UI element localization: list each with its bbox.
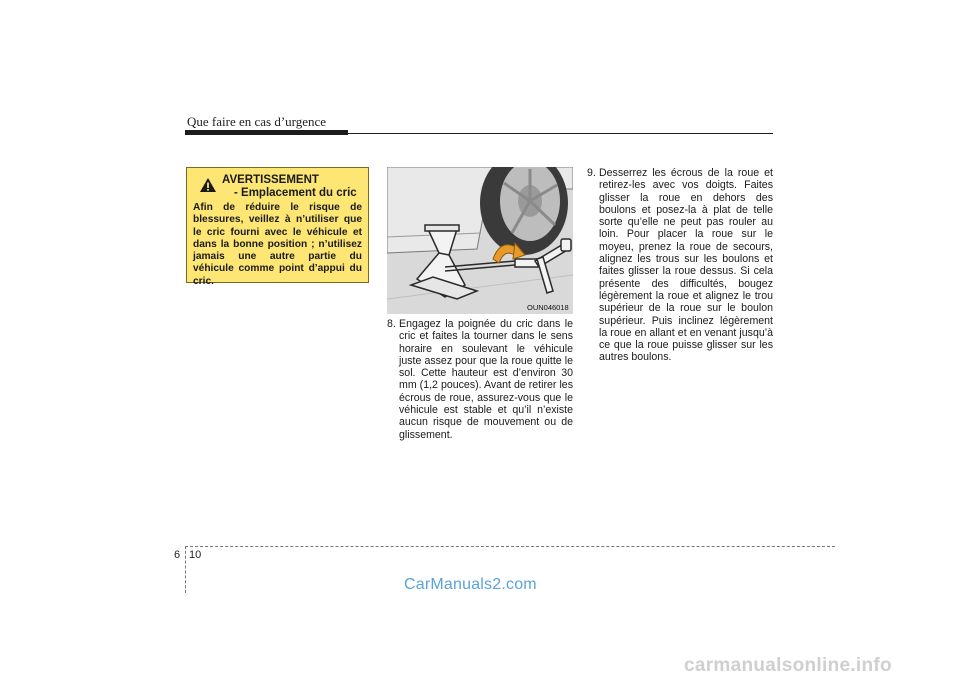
step-8-number: 8. xyxy=(387,318,396,330)
page-chapter-number: 6 xyxy=(174,549,181,561)
warning-body: Afin de réduire le risque de blessures, veillez à n’utiliser que le cric fourni avec le véhicule et dans la bonne position ; n’utilisez jamais une autre partie du véhicule comme point d’appui du cric. xyxy=(193,202,362,287)
warning-box xyxy=(186,167,369,287)
step-9-text: Desserrez les écrous de la roue et retirez-les avec vos doigts. Faites glisser la roue en dehors des boulons et posez-la à plat de telle sorte qu’elle ne peut pas rouler au loin. Pour placer la roue sur le moyeu, prenez la roue de secours, alignez les trous sur les boulons et faites glisser la roue dessus. Si cela présente des difficultés, bougez légèrement la roue et alignez le trou supérieur de la roue sur le boulon supérieur. Puis inclinez légèrement la roue en allant et en venant jusqu’à ce que la roue puisse glisser sur les autres boulons. xyxy=(599,167,773,364)
warning-subtitle: - Emplacement du cric xyxy=(234,187,357,199)
section-title: Que faire en cas d’urgence xyxy=(187,114,327,129)
header-rule-thin xyxy=(348,133,773,134)
footer-rule xyxy=(185,546,835,547)
figure-code: OUN046018 xyxy=(527,303,569,312)
watermark-site: carmanualsonline.info xyxy=(684,655,892,676)
step-8-text: Engagez la poignée du cric dans le cric et faites la tourner dans le sens horaire en soulevant le véhicule juste assez pour que la roue quitte le sol. Cette hauteur est d’environ 30 mm (1,2 pouces). Avant de retirer les écrous de roue, assurez-vous que le véhicule est stable et qu’il n’existe aucun risque de mouvement ou de glissement. xyxy=(399,318,573,441)
warning-header xyxy=(193,174,362,200)
jack-illustration xyxy=(387,167,573,314)
warning-title-block xyxy=(222,174,357,200)
warning-title: AVERTISSEMENT xyxy=(222,174,319,186)
watermark-link[interactable]: CarManuals2.com xyxy=(404,576,537,593)
header-rule-thick xyxy=(185,130,348,135)
step-8 xyxy=(387,318,573,441)
page-number: 10 xyxy=(189,549,202,561)
warning-triangle-icon xyxy=(199,177,217,193)
footer-divider xyxy=(185,546,186,593)
step-9 xyxy=(587,167,773,364)
step-9-number: 9. xyxy=(587,167,596,179)
